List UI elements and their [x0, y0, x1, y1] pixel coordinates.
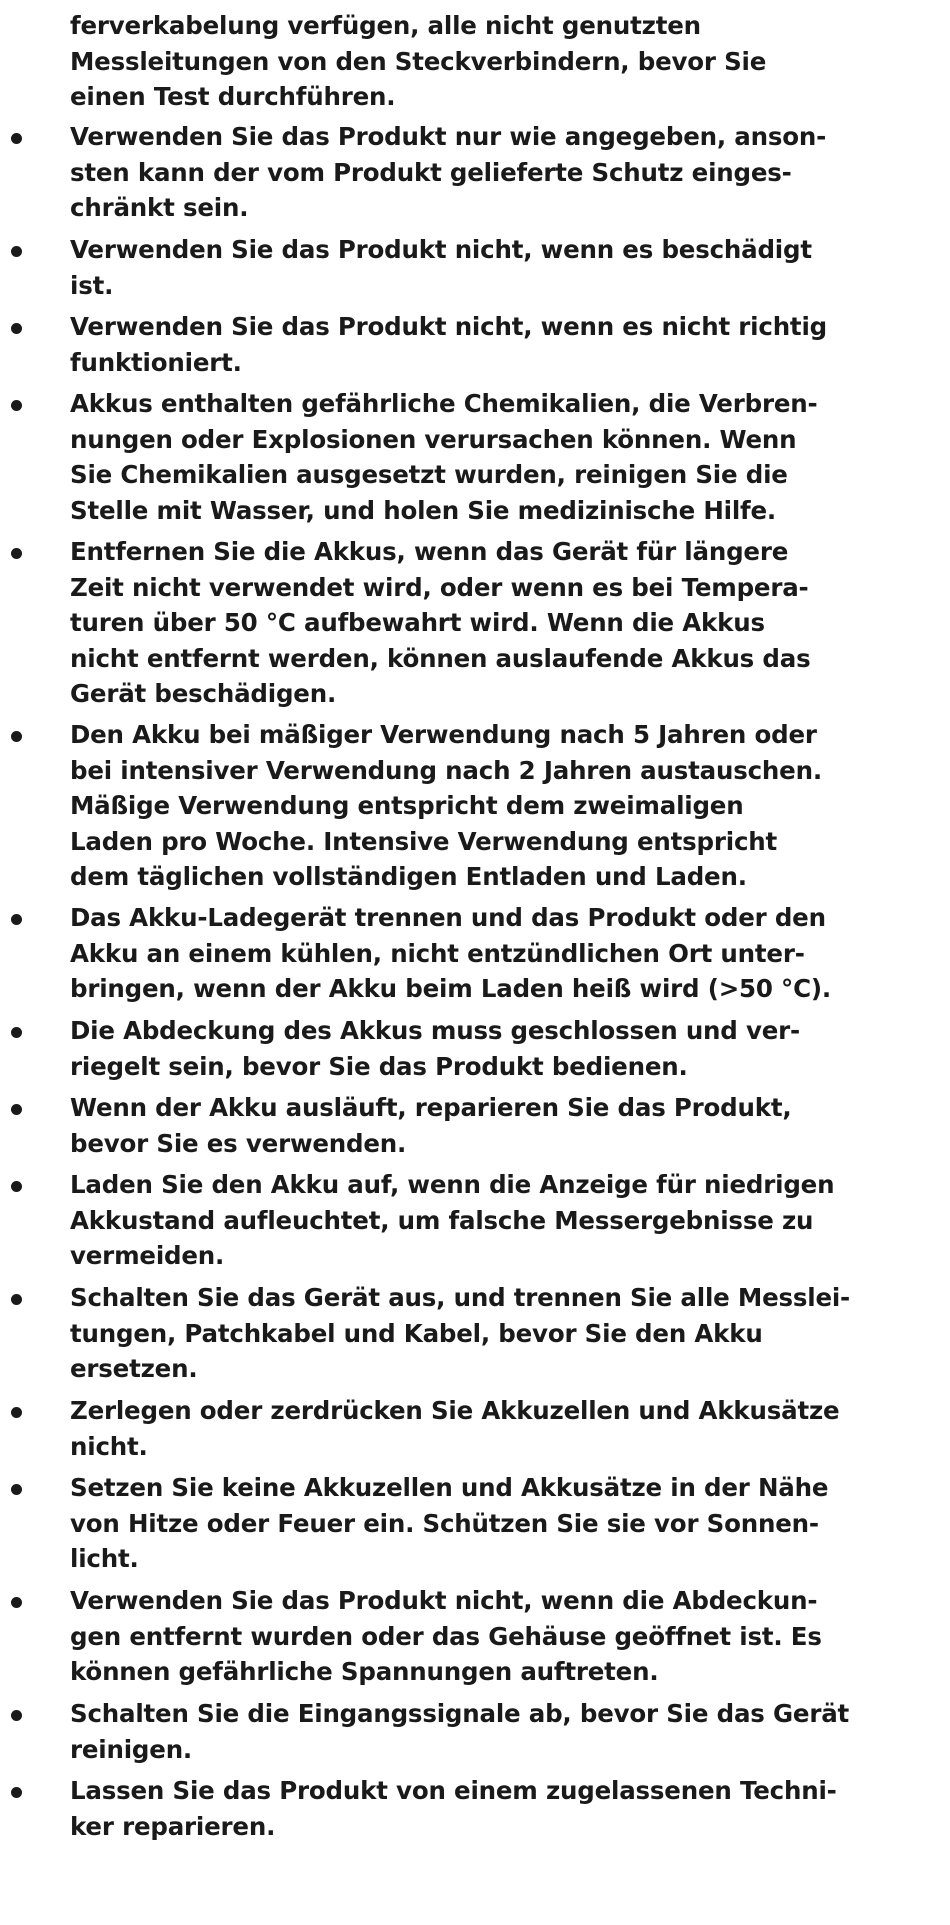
bullet-icon — [11, 1597, 22, 1608]
text-line: Sie Chemikalien ausgesetzt wurden, reinigen Sie die — [70, 460, 788, 489]
text-line: bevor Sie es verwenden. — [70, 1128, 407, 1158]
text-line: reinigen. — [70, 1734, 193, 1764]
text-line: einen Test durchführen. — [70, 82, 396, 111]
bullet-text — [70, 1583, 900, 1690]
text-line: ist. — [70, 270, 114, 300]
bullet-icon — [11, 548, 22, 559]
bullet-text — [70, 1013, 900, 1084]
text-line: Die Abdeckung des Akkus muss geschlossen und ver- — [70, 1016, 801, 1045]
text-line: Mäßige Verwendung entspricht dem zweimaligen — [70, 791, 744, 820]
bullet-icon — [11, 1407, 22, 1418]
bullet-text — [70, 1696, 900, 1767]
bullet-text — [70, 309, 900, 380]
text-line: riegelt sein, bevor Sie das Produkt bedienen. — [70, 1051, 688, 1081]
bullet-text — [70, 1773, 900, 1844]
text-line: Setzen Sie keine Akkuzellen und Akkusätze in der Nähe — [70, 1473, 829, 1502]
text-line: bringen, wenn der Akku beim Laden heiß wird (>50 °C). — [70, 974, 831, 1003]
text-line: ker reparieren. — [70, 1811, 276, 1841]
text-line: Zeit nicht verwendet wird, oder wenn es bei Tempera- — [70, 572, 809, 602]
text-line: Lassen Sie das Produkt von einem zugelassenen Techni- — [70, 1776, 837, 1805]
bullet-text — [70, 900, 900, 1007]
text-line: Das Akku-Ladegerät trennen und das Produkt oder den — [70, 903, 826, 932]
bullet-icon — [11, 731, 22, 742]
text-line: nungen oder Explosionen verursachen können. Wenn — [70, 424, 797, 454]
bullet-text — [70, 534, 900, 712]
text-line: Akkustand aufleuchtet, um falsche Messergebnisse zu — [70, 1205, 814, 1235]
bullet-icon — [11, 1484, 22, 1495]
text-line: turen über 50 °C aufbewahrt wird. Wenn die Akkus — [70, 608, 765, 637]
bullet-icon — [11, 246, 22, 257]
bullet-icon — [11, 133, 22, 144]
text-line: Schalten Sie das Gerät aus, und trennen Sie alle Messlei- — [70, 1283, 851, 1312]
bullet-icon — [11, 1027, 22, 1038]
text-line: ferverkabelung verfügen, alle nicht genutzten — [70, 11, 701, 40]
text-line: Den Akku bei mäßiger Verwendung nach 5 Jahren oder — [70, 720, 817, 749]
text-line: nicht entfernt werden, können auslaufende Akkus das — [70, 643, 811, 673]
text-line: Schalten Sie die Eingangssignale ab, bevor Sie das Gerät — [70, 1699, 850, 1728]
text-line: Verwenden Sie das Produkt nicht, wenn es beschädigt — [70, 235, 812, 264]
text-line: Wenn der Akku ausläuft, reparieren Sie das Produkt, — [70, 1093, 792, 1122]
bullet-icon — [11, 1710, 22, 1721]
bullet-text — [70, 1090, 900, 1161]
bullet-text — [70, 232, 900, 303]
text-line: ersetzen. — [70, 1354, 198, 1383]
text-line: Laden Sie den Akku auf, wenn die Anzeige für niedrigen — [70, 1170, 835, 1199]
text-line: Messleitungen von den Steckverbindern, bevor Sie — [70, 46, 767, 76]
text-line: gen entfernt wurden oder das Gehäuse geöffnet ist. Es — [70, 1621, 822, 1651]
text-line: Verwenden Sie das Produkt nicht, wenn die Abdeckun- — [70, 1586, 818, 1615]
text-line: Zerlegen oder zerdrücken Sie Akkuzellen und Akkusätze — [70, 1396, 840, 1425]
text-line: Akku an einem kühlen, nicht entzündlichen Ort unter- — [70, 938, 805, 968]
continued-paragraph — [70, 8, 880, 115]
text-line: Stelle mit Wasser, und holen Sie medizinische Hilfe. — [70, 495, 777, 525]
bullet-icon — [11, 400, 22, 411]
text-line: Laden pro Woche. Intensive Verwendung entspricht — [70, 826, 778, 856]
text-line: Entfernen Sie die Akkus, wenn das Gerät für längere — [70, 537, 789, 566]
bullet-icon — [11, 323, 22, 334]
text-line: Akkus enthalten gefährliche Chemikalien, die Verbren- — [70, 389, 818, 418]
bullet-icon — [11, 1181, 22, 1192]
bullet-icon — [11, 1104, 22, 1115]
text-line: sten kann der vom Produkt gelieferte Schutz einges- — [70, 157, 792, 187]
text-line: von Hitze oder Feuer ein. Schützen Sie sie vor Sonnen- — [70, 1508, 819, 1538]
text-line: nicht. — [70, 1431, 148, 1461]
bullet-icon — [11, 1787, 22, 1798]
text-line: Verwenden Sie das Produkt nur wie angegeben, anson- — [70, 122, 827, 151]
bullet-text — [70, 717, 900, 895]
text-line: chränkt sein. — [70, 193, 249, 222]
bullet-text — [70, 1393, 900, 1464]
text-line: können gefährliche Spannungen auftreten. — [70, 1657, 659, 1686]
bullet-text — [70, 386, 900, 528]
text-line: Verwenden Sie das Produkt nicht, wenn es nicht richtig — [70, 312, 827, 341]
bullet-text — [70, 119, 900, 226]
text-line: tungen, Patchkabel und Kabel, bevor Sie den Akku — [70, 1318, 763, 1348]
text-line: dem täglichen vollständigen Entladen und Laden. — [70, 862, 747, 891]
bullet-icon — [11, 914, 22, 925]
text-line: funktioniert. — [70, 347, 242, 377]
text-line: vermeiden. — [70, 1241, 225, 1270]
bullet-text — [70, 1167, 900, 1274]
bullet-text — [70, 1280, 900, 1387]
text-line: Gerät beschädigen. — [70, 679, 337, 708]
text-line: bei intensiver Verwendung nach 2 Jahren austauschen. — [70, 755, 822, 785]
bullet-text — [70, 1470, 900, 1577]
bullet-icon — [11, 1294, 22, 1305]
text-line: licht. — [70, 1544, 139, 1573]
